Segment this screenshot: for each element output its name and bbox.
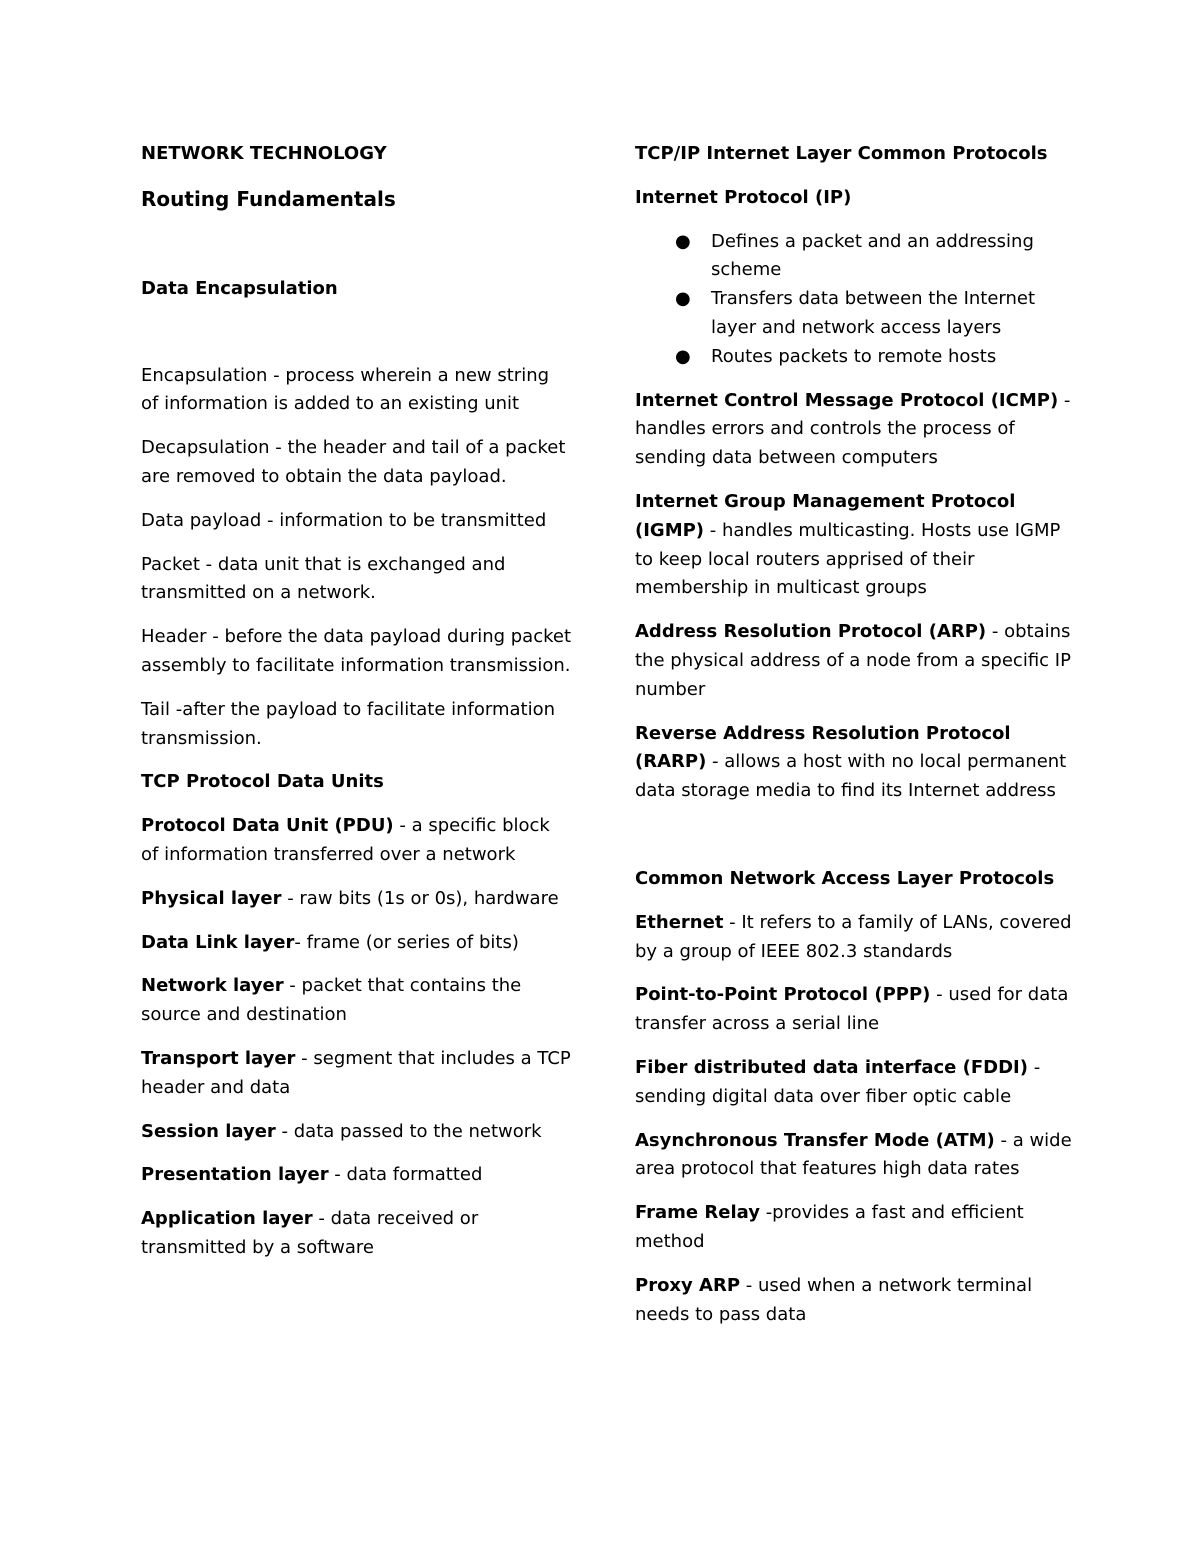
list-item	[635, 285, 1075, 343]
pdu-term: Physical layer	[141, 887, 282, 909]
pdu-item	[141, 1205, 571, 1263]
internet-layer-heading: TCP/IP Internet Layer Common Protocols	[635, 143, 1048, 164]
pdu-item	[141, 972, 571, 1030]
pdu-description: - raw bits (1s or 0s), hardware	[281, 887, 559, 909]
pdu-item	[141, 812, 571, 870]
pdu-description: - segment that includes a TCP header and data	[141, 1047, 571, 1098]
ip-heading: Internet Protocol (IP)	[635, 186, 852, 208]
pdu-term: Transport layer	[141, 1047, 296, 1069]
protocol-term: Internet Control Message Protocol (ICMP)	[635, 389, 1059, 411]
pdu-description: - frame (or series of bits)	[294, 931, 519, 953]
bullet-text: Defines a packet and an addressing scheme	[711, 230, 1034, 281]
protocol-item	[635, 1127, 1075, 1185]
list-item	[635, 343, 1075, 372]
protocol-description: - It refers to a family of LANs, covered by a group of IEEE 802.3 standards	[635, 911, 1072, 962]
protocol-description: - used for data transfer across a serial line	[635, 984, 1069, 1035]
protocol-description: - handles multicasting. Hosts use IGMP to keep local routers apprised of their membership in multicast groups	[635, 519, 1061, 599]
protocol-description: - used when a network terminal needs to pass data	[635, 1274, 1033, 1325]
protocol-description: - allows a host with no local permanent data storage media to find its Internet address	[635, 751, 1067, 802]
ip-bullet-list	[635, 228, 1075, 372]
document-label: NETWORK TECHNOLOGY	[141, 143, 387, 164]
protocol-item	[635, 1272, 1075, 1330]
protocol-item	[635, 387, 1075, 473]
document-title: Routing Fundamentals	[141, 186, 396, 211]
right-column	[635, 140, 1075, 1344]
network-access-heading: Common Network Access Layer Protocols	[635, 867, 1055, 889]
bullet-icon: ●	[675, 345, 691, 367]
protocol-item	[635, 1054, 1075, 1112]
definition-decapsulation: Decapsulation - the header and tail of a packet are removed to obtain the data payload.	[141, 437, 566, 487]
protocol-term: Internet Group Management Protocol (IGMP)	[635, 490, 1016, 541]
protocol-description: - handles errors and controls the process of sending data between computers	[635, 389, 1071, 469]
protocol-item	[635, 981, 1075, 1039]
data-encapsulation-heading: Data Encapsulation	[141, 277, 338, 299]
left-column	[141, 140, 571, 1278]
definition-data-payload: Data payload - information to be transmitted	[141, 509, 547, 531]
tcp-pdu-heading: TCP Protocol Data Units	[141, 771, 384, 793]
pdu-term: Protocol Data Unit (PDU)	[141, 815, 394, 837]
protocol-item	[635, 720, 1075, 806]
protocol-description: - a wide area protocol that features high data rates	[635, 1129, 1072, 1180]
protocol-item	[635, 618, 1075, 704]
pdu-item	[141, 1045, 571, 1103]
section-spacer	[635, 821, 1075, 865]
definition-packet: Packet - data unit that is exchanged and transmitted on a network.	[141, 553, 506, 604]
protocol-description: - obtains the physical address of a node from a specific IP number	[635, 621, 1071, 700]
bullet-icon: ●	[675, 288, 691, 310]
definition-header: Header - before the data payload during packet assembly to facilitate information transmission.	[141, 626, 572, 676]
pdu-term: Data Link layer	[141, 931, 295, 953]
pdu-term: Network layer	[141, 975, 284, 997]
list-item	[635, 228, 1075, 286]
pdu-description: - packet that contains the source and destination	[141, 975, 522, 1026]
pdu-term: Application layer	[141, 1208, 313, 1230]
definition-encapsulation: Encapsulation - process wherein a new string of information is added to an existing unit	[141, 364, 550, 415]
protocol-term: Point-to-Point Protocol (PPP)	[635, 984, 931, 1006]
pdu-item	[141, 885, 571, 914]
pdu-description: - a specific block of information transferred over a network	[141, 815, 550, 865]
bullet-text: Routes packets to remote hosts	[711, 345, 997, 367]
pdu-item	[141, 929, 571, 958]
pdu-term: Presentation layer	[141, 1164, 329, 1186]
protocol-term: Fiber distributed data interface (FDDI)	[635, 1056, 1028, 1078]
definition-tail: Tail -after the payload to facilitate information transmission.	[141, 698, 556, 749]
protocol-description: -provides a fast and efficient method	[635, 1202, 1024, 1252]
pdu-item	[141, 1118, 571, 1147]
pdu-description: - data passed to the network	[275, 1120, 542, 1142]
protocol-description: - sending digital data over fiber optic cable	[635, 1056, 1041, 1107]
protocol-term: Address Resolution Protocol (ARP)	[635, 621, 987, 643]
protocol-item	[635, 488, 1075, 603]
bullet-text: Transfers data between the Internet layer and network access layers	[711, 288, 1036, 338]
bullet-icon: ●	[675, 230, 691, 252]
protocol-term: Reverse Address Resolution Protocol (RARP)	[635, 722, 1011, 773]
pdu-item	[141, 1161, 571, 1190]
protocol-term: Proxy ARP	[635, 1274, 741, 1296]
protocol-item	[635, 909, 1075, 967]
protocol-term: Frame Relay	[635, 1202, 760, 1224]
protocol-item	[635, 1199, 1075, 1257]
pdu-description: - data received or transmitted by a software	[141, 1208, 479, 1258]
protocol-term: Asynchronous Transfer Mode (ATM)	[635, 1129, 995, 1151]
protocol-term: Ethernet	[635, 911, 724, 933]
pdu-description: - data formatted	[328, 1164, 483, 1186]
pdu-term: Session layer	[141, 1120, 276, 1142]
